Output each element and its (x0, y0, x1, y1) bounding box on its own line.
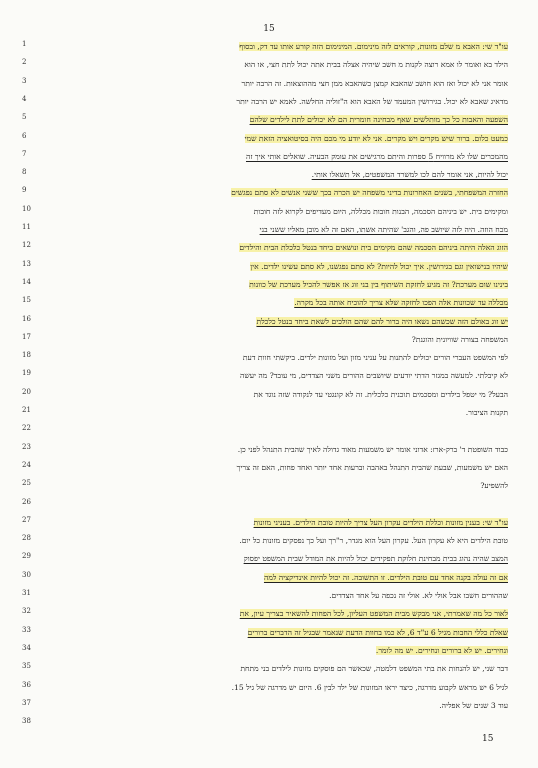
transcript-line (46, 717, 508, 731)
page-number-top: 15 (263, 24, 275, 34)
line-number: 35 (22, 662, 31, 671)
line-number: 7 (22, 149, 27, 158)
transcript-line (46, 278, 508, 292)
transcript-line-text: יש זוג באולם הזה שכשהם נשאו היה ברור להם שהם הולכים לשאת ביחד בנטל כלכלת (256, 316, 508, 326)
line-number: 21 (22, 406, 31, 414)
line-number: 34 (22, 643, 31, 652)
transcript-line (46, 369, 508, 383)
transcript-line (46, 662, 508, 676)
transcript-line-text: מהמכרים שלו לא מרוויח 5 ספרות והיתם מרגישים את עומק הבעיה. שואלים אותי איך זה (245, 151, 508, 161)
line-number: 22 (22, 424, 31, 433)
line-number: 33 (22, 625, 31, 634)
transcript-line-text: מדאיג שאבא לא יכול. בגירושין המעמד של האבא הוא ה"זוליה החלשה. לאמא יש הרבה יותר (236, 96, 508, 106)
line-number: 27 (22, 515, 31, 524)
line-number: 5 (22, 113, 27, 122)
line-number: 25 (22, 479, 31, 488)
transcript-line (46, 186, 508, 200)
transcript-line-text: החזרה המשפחתי, בשנים האחרונות בדיני משפחה יש הכרה בכך ששני אנשים לא סתם נפגשים (231, 188, 508, 198)
line-number: 29 (22, 552, 31, 561)
transcript-line-text: מכללה עד שכוונות אלה הפכו לחזקה שלא צריך להוכיח אותה בכל מקרה. (294, 298, 508, 308)
line-number: 20 (22, 387, 31, 396)
line-number: 10 (22, 204, 31, 213)
line-number: 12 (22, 241, 31, 250)
transcript-line-text: שאלת כללי החבות מגיל 6 ע"ד 6, לא כמו בחוות הדעת שנאמר שבגיל זה הדברים ברורים (247, 627, 508, 637)
transcript-line (46, 77, 508, 91)
line-number: 18 (22, 351, 31, 360)
line-number: 1 (22, 40, 27, 48)
transcript-line-text: דבר שני, יש להנחות את בתי המשפט דלמטה, שכאשר הם פוסקים מזונות לילדים בני מתחת (240, 664, 508, 674)
transcript-line (46, 58, 508, 72)
transcript-line-text: בינינו שום מערכת? זה מגיע לחזקת השיתוף בין בני זוג אז אפשר להכיל מערכת של כוונות (249, 279, 508, 289)
transcript-line (46, 699, 508, 713)
line-number: 17 (22, 332, 31, 341)
transcript-line-text: הבעל? מי יטפל בילדים ומסכמים תוכנית כלכלית. זה לא קונגטי עד לנקודה שזה נוגד את (253, 389, 508, 399)
line-number: 6 (22, 131, 27, 140)
transcript-line-text: עוד 3 שנים של אפליה. (439, 700, 508, 710)
transcript-line (46, 296, 508, 310)
line-number: 38 (22, 717, 31, 726)
transcript-line-text: כמעט כלום. ברור שיש מקרים ויש מקרים. אני לא יודע מי מכם היה בסיטואציה הזאת שמי (244, 133, 508, 143)
transcript-line (46, 150, 508, 164)
transcript-line (46, 644, 508, 658)
line-number: 28 (22, 534, 31, 543)
transcript-line-text: לא קיבלתי. למעשה במגזר הדתי יודעים שיושבים ההורים משני הצדדים, מי עובד? מה יעשה (239, 371, 508, 381)
page-number-bottom: 15 (482, 734, 494, 744)
transcript-line-text: לגיל 6 יש מראש לקבוע מדרגה, כיצד יראו המזונות של ילד לבין 6. היום יש מדרגה של גיל 15. (231, 682, 508, 692)
transcript-line-text: מכח הוזה. היה לזה שיושב פה, והגב' שהיתה אשתו, האם זה לא מובן מאליו ששני בני (259, 225, 508, 234)
transcript-line-text: המצב שהיה נהוג בבית מבחינת חלוקת תפקידים יכול להיות את המודל שבית המשפט יפסוק (243, 554, 508, 564)
transcript-line (46, 241, 508, 255)
transcript-line (46, 223, 508, 237)
transcript-line (46, 534, 508, 548)
transcript-line-text: כבוד השופטת ד' ברק-ארז: אדוני אומר יש משמעות מאוד גדולה לאיך שהבית התנהל לפני כן. (237, 444, 508, 454)
transcript-line (46, 95, 508, 109)
transcript-line (46, 333, 508, 347)
transcript-line-text: אם זה עולה בקנה אחד עם טובת הילדים. זו התשובה. זה יכול להיות אינדיקציה למה (263, 572, 508, 582)
line-number: 4 (22, 94, 27, 103)
transcript-line-text: השפעה והאבות כל כך מותלשים שאף מבחינה חומרית הם לא יכולים לתת לילדים שלהם (249, 115, 508, 125)
transcript-line (46, 552, 508, 566)
line-number: 32 (22, 607, 31, 616)
line-number: 13 (22, 259, 31, 268)
transcript-line (46, 443, 508, 457)
line-number: 3 (22, 76, 27, 85)
transcript-line (46, 479, 508, 493)
line-number: 26 (22, 497, 31, 506)
transcript-line-text: המשפחה בצורה שוויונית והוגנת? (411, 334, 508, 344)
transcript-line (46, 406, 508, 420)
transcript-line (46, 168, 508, 182)
transcript-line (46, 461, 508, 475)
transcript-line-text: האם יש משמעות, שבעת שהבית התנהל באהבה וברעות אחד יותר ואחד פחות, האם זה צריך (236, 462, 508, 472)
transcript-line (46, 260, 508, 274)
transcript-line (46, 607, 508, 621)
line-number: 37 (22, 698, 31, 707)
transcript-line-text: להשפיע? (480, 481, 508, 491)
transcript-line-text: טובת הילדים היא לא עקרון העל. עקרון העל הוא מגדר, ר"רך ועל כך נפסקים מזונות כל יום. (239, 536, 508, 546)
transcript-line (46, 351, 508, 365)
transcript-line (46, 589, 508, 603)
transcript-line (46, 626, 508, 640)
transcript-line-text: אומר אני לא יכול ואז הוא חושב שהאבא קמצן כשהאבא ממן חצי מההוצאות. זה הרבה יותר (241, 78, 508, 88)
transcript-line-text: עו"ד שי: בענין מזונות וכללת הילדים עקרון העל צריך להיות טובת הילדים. בעניני מזונות (253, 517, 508, 527)
transcript-line-text: תקנות הציבור. (465, 408, 508, 417)
line-number: 31 (22, 589, 31, 597)
transcript-line-text: הילד בא ואומר לו אמא רוצה לקנות מ חשב שיהיה אצלה בבית אתה יכול לתת חצי, או הוא (244, 60, 508, 70)
line-number: 36 (22, 680, 31, 689)
transcript-line-text: לאור כל מה שאמרתי, אני מבקש מבית המשפט העליון, לכל הפחות להשאיר בצריך עיון, את (239, 609, 508, 619)
transcript-line-text: עו"ד שי: האבא מ שלם מזונות, קוראים לזה מינימום. המינימום הזה קורע אותו עד דק, ובסוף (239, 42, 508, 51)
transcript-line (46, 681, 508, 695)
line-number: 24 (22, 460, 31, 469)
line-number: 8 (22, 168, 27, 177)
transcript-line-text: יכול להיות, אני אומר להם לכו למשרד המשפטים, אל תשאלו אותי. (311, 170, 508, 180)
line-number: 23 (22, 442, 31, 451)
transcript-line-text: הזוג האלה היתה ביניהם הסכמה שהם מקימים בית ונושאים ביחד בנטל כלכלת הבית והילדים (239, 243, 508, 253)
transcript-line (46, 516, 508, 530)
transcript-line (46, 424, 508, 438)
transcript-line (46, 388, 508, 402)
transcript-line (46, 315, 508, 329)
line-number: 2 (22, 58, 27, 67)
transcript-line-text: שההורים חשבו אבל אולי לא. אולי זה נכפה על אחד הצדדים. (329, 591, 508, 600)
transcript-line (46, 132, 508, 146)
transcript-line-text: לפי המשפט העברי הורים יכולים להתנות על עניני מזון ועל מזונות ילדים. ביקשתי חוות דעת (242, 353, 508, 363)
transcript-line (46, 498, 508, 512)
transcript-line-text: ומקימים בית. יש ביניהם הסכמה, הבנות חובות מכללה, היום מעדיפים לקרוא לזה חובות (253, 206, 508, 216)
transcript-line (46, 113, 508, 127)
transcript-line-text: ונחירים. יש לא ברורים ונחירים. יש מה לומר. (375, 645, 508, 655)
line-number: 11 (22, 223, 31, 231)
line-number: 14 (22, 277, 31, 286)
transcript-line (46, 205, 508, 219)
transcript-line (46, 571, 508, 585)
line-number: 15 (22, 296, 31, 305)
line-number: 16 (22, 314, 31, 323)
line-number: 19 (22, 369, 31, 378)
transcript-line (46, 40, 508, 54)
line-number: 30 (22, 570, 31, 579)
transcript-line-text: שיהיו בנישואין וגם בגירושין. איך יכול להיות? לא סתם נפגשנו, לא סתם עשינו ילדים. אין (250, 261, 508, 271)
line-number: 9 (22, 186, 27, 195)
